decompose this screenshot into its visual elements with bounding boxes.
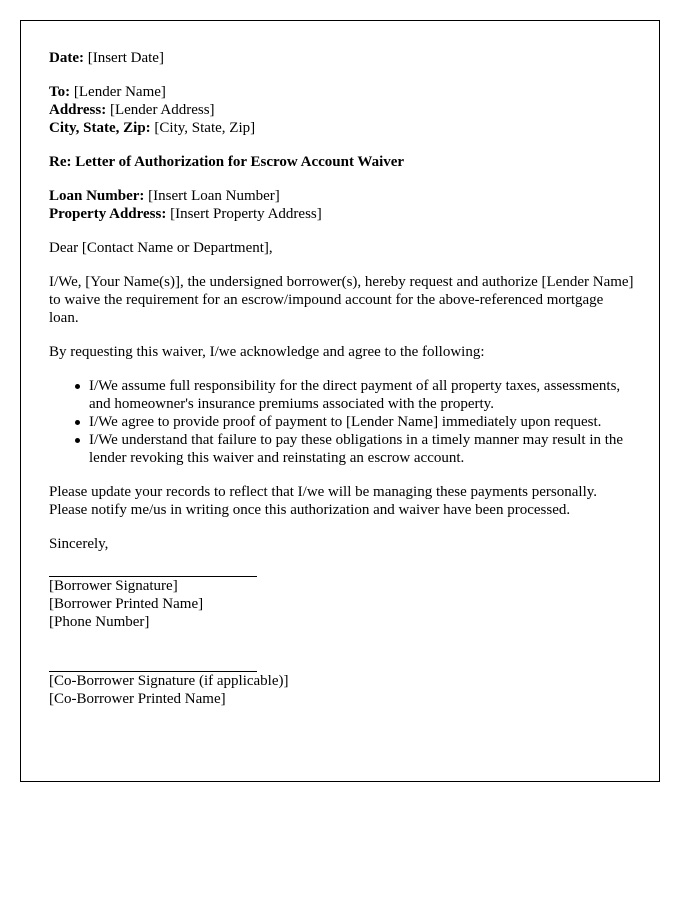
borrower-signature-block	[49, 576, 635, 631]
letter-body	[49, 49, 635, 726]
date-value: [Insert Date]	[83, 50, 164, 66]
address-value: [Lender Address]	[106, 102, 215, 118]
date-block	[49, 49, 635, 67]
closing: Sincerely,	[49, 536, 109, 552]
bullet-icon	[75, 420, 80, 425]
address-line	[49, 101, 635, 119]
to-value: [Lender Name]	[70, 84, 166, 100]
property-address-label: Property Address:	[49, 206, 167, 222]
city-state-zip-line	[49, 119, 635, 137]
subject-line: Re: Letter of Authorization for Escrow Account Waiver	[49, 154, 405, 170]
to-label: To:	[49, 84, 71, 100]
bullet-icon	[75, 384, 80, 389]
salutation: Dear [Contact Name or Department],	[49, 240, 273, 256]
borrower-phone: [Phone Number]	[49, 614, 150, 630]
authorization-paragraph: I/We, [Your Name(s)], the undersigned borrower(s), hereby request and authorize [Lender Name] to waive the requirement for an escrow/impound account for the above-referenced mortgage loan.	[49, 274, 634, 326]
city-state-zip-label: City, State, Zip:	[49, 120, 151, 136]
date-line	[49, 49, 635, 67]
recipient-block	[49, 83, 635, 137]
list-item	[89, 377, 635, 413]
loan-number-label: Loan Number:	[49, 188, 145, 204]
loan-number-line	[49, 187, 635, 205]
loan-block	[49, 187, 635, 223]
list-item	[89, 413, 635, 431]
co-borrower-signature-block	[49, 649, 635, 708]
to-line	[49, 83, 635, 101]
city-state-zip-value: [City, State, Zip]	[150, 120, 256, 136]
acknowledgement-intro: By requesting this waiver, I/we acknowledge and agree to the following:	[49, 344, 485, 360]
list-item-text: I/We understand that failure to pay these obligations in a timely manner may result in the lender revoking this waiver and reinstating an escrow account.	[89, 432, 624, 466]
records-paragraph: Please update your records to reflect that I/we will be managing these payments personally. Please notify me/us in writing once this authorization and waiver have been processed.	[49, 484, 598, 518]
list-item-text: I/We agree to provide proof of payment to [Lender Name] immediately upon request.	[89, 414, 602, 430]
property-address-line	[49, 205, 635, 223]
address-label: Address:	[49, 102, 107, 118]
letter-page	[20, 20, 660, 782]
borrower-printed-name: [Borrower Printed Name]	[49, 596, 204, 612]
co-borrower-signature-label: [Co-Borrower Signature (if applicable)]	[49, 673, 289, 689]
bullet-icon	[75, 438, 80, 443]
borrower-signature-label: [Borrower Signature]	[49, 578, 178, 594]
terms-list	[49, 377, 635, 467]
list-item	[89, 431, 635, 467]
property-address-value: [Insert Property Address]	[166, 206, 322, 222]
date-label: Date:	[49, 50, 84, 66]
loan-number-value: [Insert Loan Number]	[144, 188, 280, 204]
co-borrower-printed-name: [Co-Borrower Printed Name]	[49, 691, 226, 707]
list-item-text: I/We assume full responsibility for the direct payment of all property taxes, assessments, and homeowner's insurance premiums associated with the property.	[89, 378, 621, 412]
